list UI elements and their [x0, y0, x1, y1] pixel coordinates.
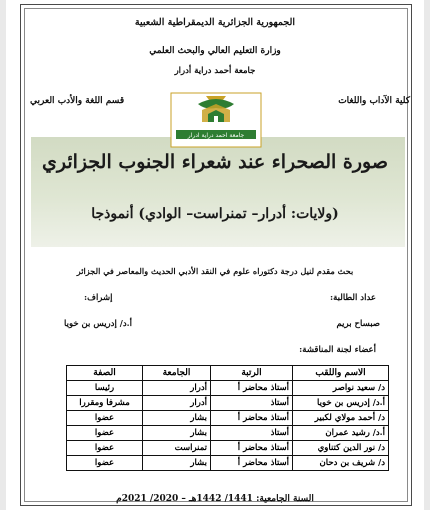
thesis-subtitle: (ولايات: أدرار– تمنراست– الوادي) أنموذجا	[91, 206, 339, 222]
republic-line: الجمهورية الجزائرية الديمقراطية الشعبية	[134, 17, 296, 28]
faculty-label: كلية الآداب واللغات	[338, 96, 410, 106]
supervisor-label: إشراف:	[84, 293, 113, 303]
header-university: الجامعة	[143, 366, 211, 381]
member-university: بشار	[143, 426, 211, 441]
member-name: أ.د/ إدريس بن خويا	[293, 396, 389, 411]
member-rank: أستاذ محاضر أ	[211, 441, 293, 456]
committee-table	[66, 365, 389, 471]
member-rank: أستاذ محاضر أ	[211, 456, 293, 471]
member-university: بشار	[143, 456, 211, 471]
member-rank: أستاذ محاضر أ	[211, 411, 293, 426]
header-role: الصفة	[67, 366, 143, 381]
member-role: عضوا	[67, 441, 143, 456]
table-row	[67, 426, 389, 441]
table-row	[67, 441, 389, 456]
member-name: أ.د/ رشيد عمران	[293, 426, 389, 441]
thesis-note: بحث مقدم لنيل درجة دكتوراه علوم في النقد الأدبي الحديث والمعاصر في الجزائر	[76, 266, 354, 276]
member-role: رئيسا	[67, 381, 143, 396]
table-row	[67, 396, 389, 411]
member-rank: أستاذ	[211, 426, 293, 441]
header-rank: الرتبة	[211, 366, 293, 381]
member-rank: أستاذ	[211, 396, 293, 411]
member-role: عضوا	[67, 426, 143, 441]
table-row	[67, 411, 389, 426]
university-line: جامعة أحمد دراية أدرار	[174, 66, 256, 76]
student-label: عداد الطالبة:	[329, 293, 376, 303]
table-row	[67, 456, 389, 471]
member-university: بشار	[143, 411, 211, 426]
student-name: صبساح بريم	[336, 319, 380, 329]
document-page	[6, 0, 424, 510]
ministry-line: وزارة التعليم العالي والبحث العلمي	[149, 46, 281, 56]
committee-label: أعضاء لجنة المناقشة:	[299, 345, 376, 355]
logo-caption: جامعة احمد دراية ادرار	[187, 132, 245, 139]
member-name: د/ سعيد نواصر	[293, 381, 389, 396]
header-name: الاسم واللقب	[293, 366, 389, 381]
university-logo	[170, 92, 262, 148]
member-name: د/ شريف بن دحان	[293, 456, 389, 471]
thesis-title: صورة الصحراء عند شعراء الجنوب الجزائري	[42, 151, 388, 173]
table-row	[67, 381, 389, 396]
member-rank: أستاذ محاضر أ	[211, 381, 293, 396]
department-label: قسم اللغة والأدب العربي	[30, 96, 125, 106]
member-name: د/ أحمد مولاي لكبير	[293, 411, 389, 426]
member-role: مشرفا ومقررا	[67, 396, 143, 411]
academic-year: السنة الجامعية: 1441/ 1442هـ – 2020/ 2021م	[116, 494, 314, 504]
member-name: د/ نور الدين كتناوي	[293, 441, 389, 456]
member-university: أدرار	[143, 396, 211, 411]
member-role: عضوا	[67, 411, 143, 426]
member-role: عضوا	[67, 456, 143, 471]
member-university: تمنراست	[143, 441, 211, 456]
supervisor-name: أ.د/ إدريس بن خويا	[64, 319, 132, 329]
table-header-row	[67, 366, 389, 381]
member-university: أدرار	[143, 381, 211, 396]
